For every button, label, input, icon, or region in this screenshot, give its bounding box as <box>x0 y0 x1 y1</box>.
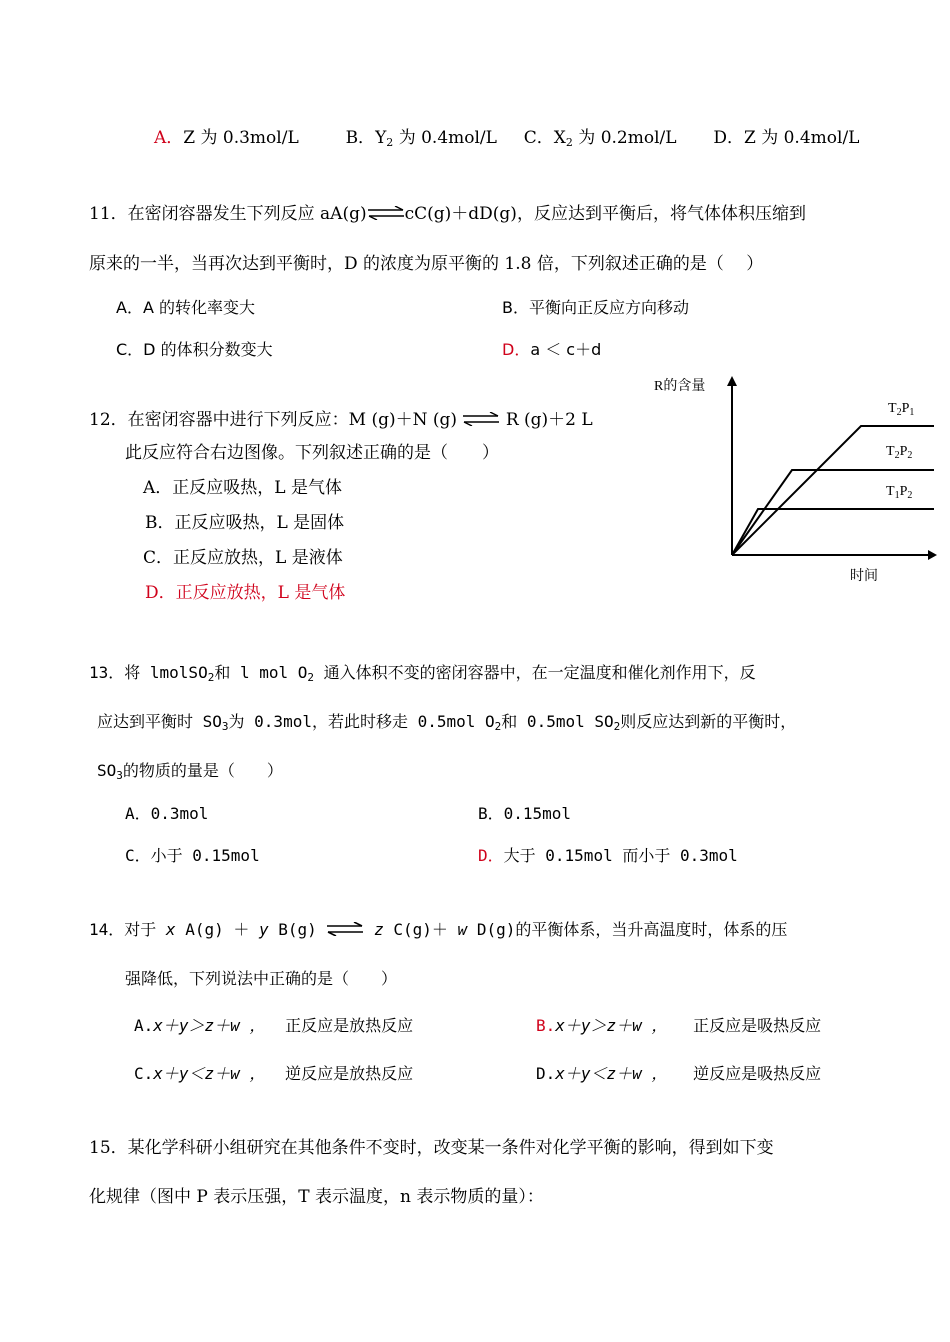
q13-option-b: B．0.15mol <box>478 804 572 823</box>
q14-option-b: B.x＋y＞z＋w ， 正反应是吸热反应 <box>536 1016 822 1035</box>
q14-option-d: D.x＋y＜z＋w ， 逆反应是吸热反应 <box>536 1064 822 1083</box>
chart-y-axis-arrow <box>727 376 737 386</box>
q10-option-c-letter: C． <box>523 128 554 148</box>
q10-option-b-letter: B． <box>345 128 376 148</box>
q12-option-a: A．正反应吸热，L 是气体 <box>143 478 342 498</box>
equilibrium-arrow-icon <box>367 206 405 220</box>
q12-stem-line1 <box>89 408 593 432</box>
q10-option-c-pre: X <box>553 128 566 148</box>
q12-chart <box>640 370 940 585</box>
q11-option-b: B．平衡向正反应方向移动 <box>502 298 689 317</box>
q11-stem-part2: cC(g)＋dD(g)，反应达到平衡后，将气体体积压缩到 <box>404 204 806 224</box>
q13-stem-line3: $SO_3$的物质的量是（ ） <box>97 761 283 782</box>
q10-option-c-post: 为 0.2mol/L <box>572 128 677 148</box>
q12-option-d: D．正反应放热，L 是气体 <box>145 583 346 603</box>
q10-option-d-letter: D． <box>713 128 744 148</box>
q15-stem-line2: 化规律（图中 P 表示压强，T 表示温度，n 表示物质的量）： <box>89 1187 544 1207</box>
chart-series-t2p2 <box>732 470 934 555</box>
q10-option-b-pre: Y <box>375 128 387 148</box>
q11-stem-line1 <box>89 202 806 226</box>
q12-option-b: B．正反应吸热，L 是固体 <box>145 513 345 533</box>
q10-option-a-letter: A． <box>154 128 184 148</box>
equilibrium-arrow-icon <box>462 412 500 426</box>
q10-option-d-text: Z 为 0.4mol/L <box>744 128 860 148</box>
q11-option-a: A．A 的转化率变大 <box>116 298 255 317</box>
q13-option-a: A．0.3mol <box>125 804 209 823</box>
chart-series-t1p2 <box>732 509 934 555</box>
chart-x-axis-label: 时间 <box>850 569 878 584</box>
q12-stem-part1: 12．在密闭容器中进行下列反应：M (g)＋N (g) <box>89 410 458 430</box>
q11-option-c: C．D 的体积分数变大 <box>116 340 273 359</box>
q12-stem-part2: R (g)＋2 L <box>505 410 593 430</box>
q13-stem-line2: 应达到平衡时 $SO_3$为 0.3mol，若此时移走 0.5mol $O_2$和 0.5mol $SO_2$则反应达到新的平衡时， <box>97 712 797 733</box>
chart-label-t2p2: $T_2P_2$ <box>886 444 913 461</box>
q13-option-c: C．小于 0.15mol <box>125 846 260 865</box>
chart-label-t1p2: $T_1P_2$ <box>886 484 913 501</box>
q14-stem-line1: 14．对于 x A(g) ＋ y B(g) z C(g)＋ w D(g)的平衡体系，当升高温度时，体系的压 <box>89 920 788 939</box>
q11-stem-part1: 11．在密闭容器发生下列反应 aA(g) <box>89 204 367 224</box>
chart-x-axis-arrow <box>928 550 937 560</box>
chart-y-axis-label: R的含量 <box>654 379 706 394</box>
q14-stem-line2: 强降低，下列说法中正确的是（ ） <box>125 969 398 988</box>
q13-stem-part1: 13．将 lmolSO <box>89 663 208 682</box>
q10-option-b-sub: 2 <box>386 136 394 149</box>
q12-option-c: C．正反应放热，L 是液体 <box>143 548 343 568</box>
q13-stem-part2: 和 l mol O <box>214 663 308 682</box>
q11-stem-line2: 原来的一半，当再次达到平衡时，D 的浓度为原平衡的 1.8 倍，下列叙述正确的是（ ） <box>89 254 764 274</box>
q12-stem-line2: 此反应符合右边图像。下列叙述正确的是（ ） <box>125 443 499 463</box>
q11-option-d-letter: D． <box>502 340 531 359</box>
q10-options <box>154 126 859 150</box>
q13-stem-part3: 通入体积不变的密闭容器中，在一定温度和催化剂作用下，反 <box>314 663 756 682</box>
q14-option-a: A.x＋y＞z＋w ， 正反应是放热反应 <box>134 1016 414 1035</box>
equilibrium-arrow-icon <box>326 922 364 936</box>
q10-option-c-sub: 2 <box>565 136 573 149</box>
q10-option-b-post: 为 0.4mol/L <box>393 128 497 148</box>
chart-label-t2p1: $T_2P_1$ <box>888 401 915 418</box>
q10-option-a-text: Z 为 0.3mol/L <box>183 128 299 148</box>
q15-stem-line1: 15．某化学科研小组研究在其他条件不变时，改变某一条件对化学平衡的影响，得到如下变 <box>89 1138 774 1158</box>
q11-option-d-text: a ＜ c＋d <box>530 340 602 359</box>
q13-stem-line1: 13．将 lmolSO$_2$和 l mol $O_2$ 通入体积不变的密闭容器中，在一定温度和催化剂作用下，反 <box>89 663 756 684</box>
q14-option-c: C.x＋y＜z＋w ， 逆反应是放热反应 <box>134 1064 414 1083</box>
q13-option-d: D．大于 0.15mol 而小于 0.3mol <box>478 846 738 865</box>
q11-option-d <box>502 338 601 362</box>
